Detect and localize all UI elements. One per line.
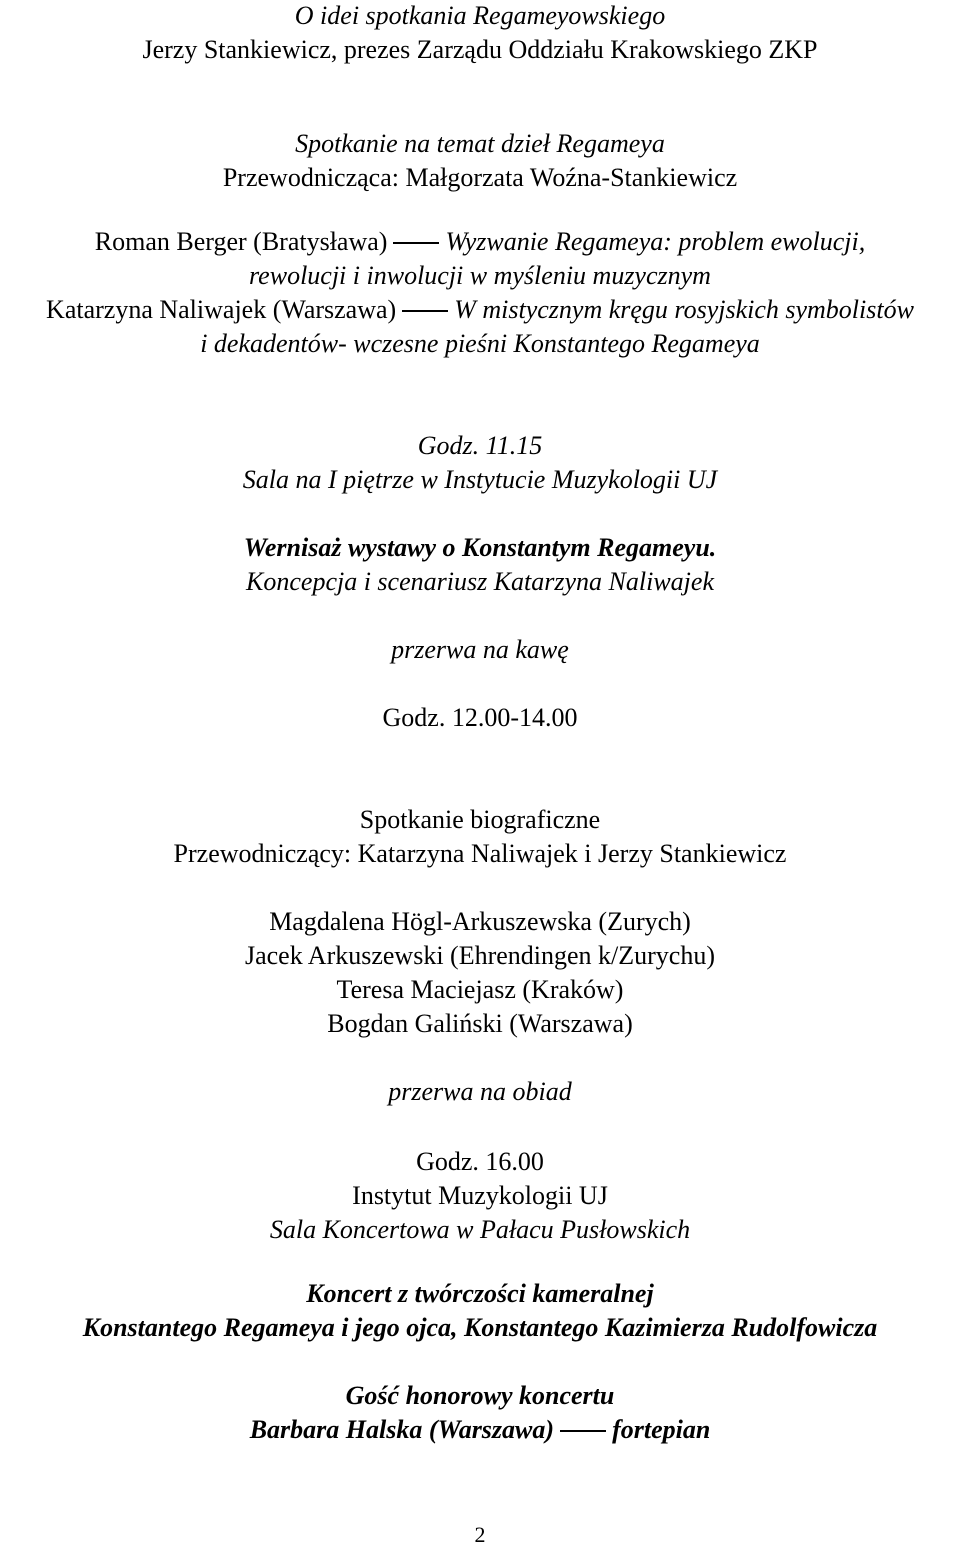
talk-2-line1 (0, 297, 960, 323)
exhibition-concept: Koncepcja i scenariusz Katarzyna Naliwajek (246, 567, 714, 596)
concert-venue: Sala Koncertowa w Pałacu Pusłowskich (269, 1215, 691, 1244)
talk-2-speaker: Katarzyna Naliwajek (Warszawa) (46, 295, 397, 324)
session-works-chair: Przewodnicząca: Małgorzata Woźna-Stankiewicz (222, 163, 738, 192)
em-dash (402, 310, 448, 312)
biographical-chairs: Przewodniczący: Katarzyna Naliwajek i Jerzy Stankiewicz (173, 839, 787, 868)
exhibition-venue: Sala na I piętrze w Instytucie Muzykologii UJ (242, 465, 718, 494)
participant: Teresa Maciejasz (Kraków) (336, 975, 624, 1004)
exhibition-title: Wernisaż wystawy o Konstantym Regameyu. (243, 533, 717, 562)
biographical-time: Godz. 12.00-14.00 (382, 703, 578, 732)
concert-time: Godz. 16.00 (416, 1147, 544, 1176)
session-works-title: Spotkanie na temat dzieł Regameya (295, 129, 665, 158)
talk-1-line1 (0, 229, 960, 255)
concert-institute: Instytut Muzykologii UJ (352, 1181, 608, 1210)
em-dash (393, 242, 439, 244)
concert-title-line1: Koncert z twórczości kameralnej (306, 1279, 654, 1308)
opening-title: O idei spotkania Regameyowskiego (294, 1, 666, 30)
concert-title-line2: Konstantego Regameya i jego ojca, Konstantego Kazimierza Rudolfowicza (82, 1313, 878, 1342)
talk-2-title-part1: W mistycznym kręgu rosyjskich symbolistów (454, 295, 914, 324)
talk-2-title-part2: i dekadentów- wczesne pieśni Konstantego Regameya (200, 329, 760, 358)
guest-instrument: fortepian (612, 1415, 711, 1444)
talk-1-title-part2: rewolucji i inwolucji w myśleniu muzycznym (249, 261, 711, 290)
guest-name: Barbara Halska (Warszawa) (249, 1415, 555, 1444)
lunch-break: przerwa na obiad (388, 1077, 572, 1106)
exhibition-time: Godz. 11.15 (417, 431, 543, 460)
participant: Jacek Arkuszewski (Ehrendingen k/Zurychu) (244, 941, 716, 970)
participant: Bogdan Galiński (Warszawa) (327, 1009, 633, 1038)
em-dash (560, 1430, 606, 1432)
biographical-title: Spotkanie biograficzne (359, 805, 601, 834)
coffee-break: przerwa na kawę (391, 635, 569, 664)
participant: Magdalena Högl-Arkuszewska (Zurych) (269, 907, 691, 936)
guest-label: Gość honorowy koncertu (345, 1381, 615, 1410)
talk-1-title-part1: Wyzwanie Regameya: problem ewolucji, (445, 227, 866, 256)
page-number: 2 (474, 1522, 486, 1547)
opening-speaker: Jerzy Stankiewicz, prezes Zarządu Oddziału Krakowskiego ZKP (142, 35, 818, 64)
guest-line (0, 1417, 960, 1443)
talk-1-speaker: Roman Berger (Bratysława) (94, 227, 388, 256)
